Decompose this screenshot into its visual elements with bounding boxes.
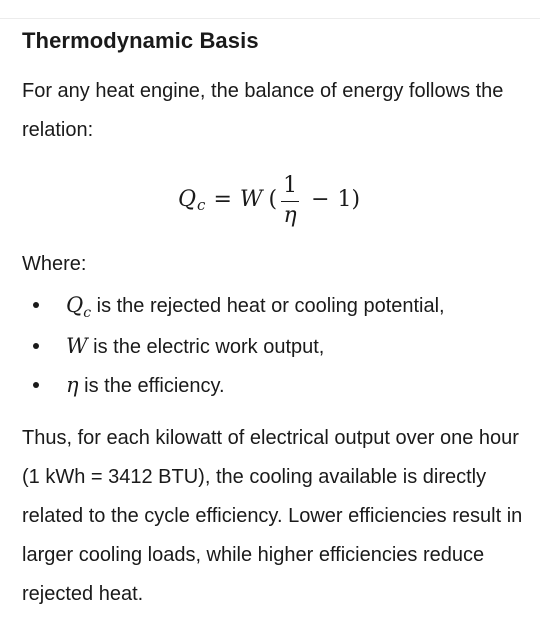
top-divider [0,18,540,19]
article-body [22,26,527,614]
list-item [22,327,527,366]
list-item [22,286,527,327]
equation-q-subscript: c [197,196,206,214]
bullet-icon [33,382,39,388]
fraction-numerator: 1 [283,172,298,198]
bullet-text: is the efficiency. [78,375,225,397]
equation-block [22,153,527,245]
bullet-text: is the rejected heat or cooling potential, [91,295,445,317]
bullet-icon [33,302,39,308]
bullet-symbol: Q [66,293,84,317]
where-label: Where: [22,253,87,275]
equation-one: 1 [337,186,352,212]
definition-list [22,286,527,405]
equation-open-paren: ( [268,186,278,212]
equation-close-paren: ) [351,186,361,212]
equation [178,165,360,233]
equation-q-symbol: Q [178,186,197,212]
list-item [22,366,527,405]
bullet-symbol: W [66,334,88,358]
equation-minus: − [311,186,330,212]
equation-w-symbol: W [239,186,263,212]
fraction-bar [281,201,299,202]
bullet-symbol: η [66,373,79,397]
bullet-icon [33,343,39,349]
equation-fraction [281,174,299,228]
bullet-text: is the electric work output, [87,336,325,358]
fraction-denominator: η [283,203,297,229]
intro-paragraph: For any heat engine, the balance of energy follows the relation: [22,80,504,141]
bullet-subscript: c [83,305,92,321]
section-heading: Thermodynamic Basis [22,28,259,53]
conclusion-paragraph: Thus, for each kilowatt of electrical output over one hour (1 kWh = 3412 BTU), the cooling available is directly related to the cycle efficiency. Lower efficiencies result in larger cooling loads, while higher efficiencies reduce rejected heat. [22,427,523,605]
equation-equals: = [213,186,232,212]
